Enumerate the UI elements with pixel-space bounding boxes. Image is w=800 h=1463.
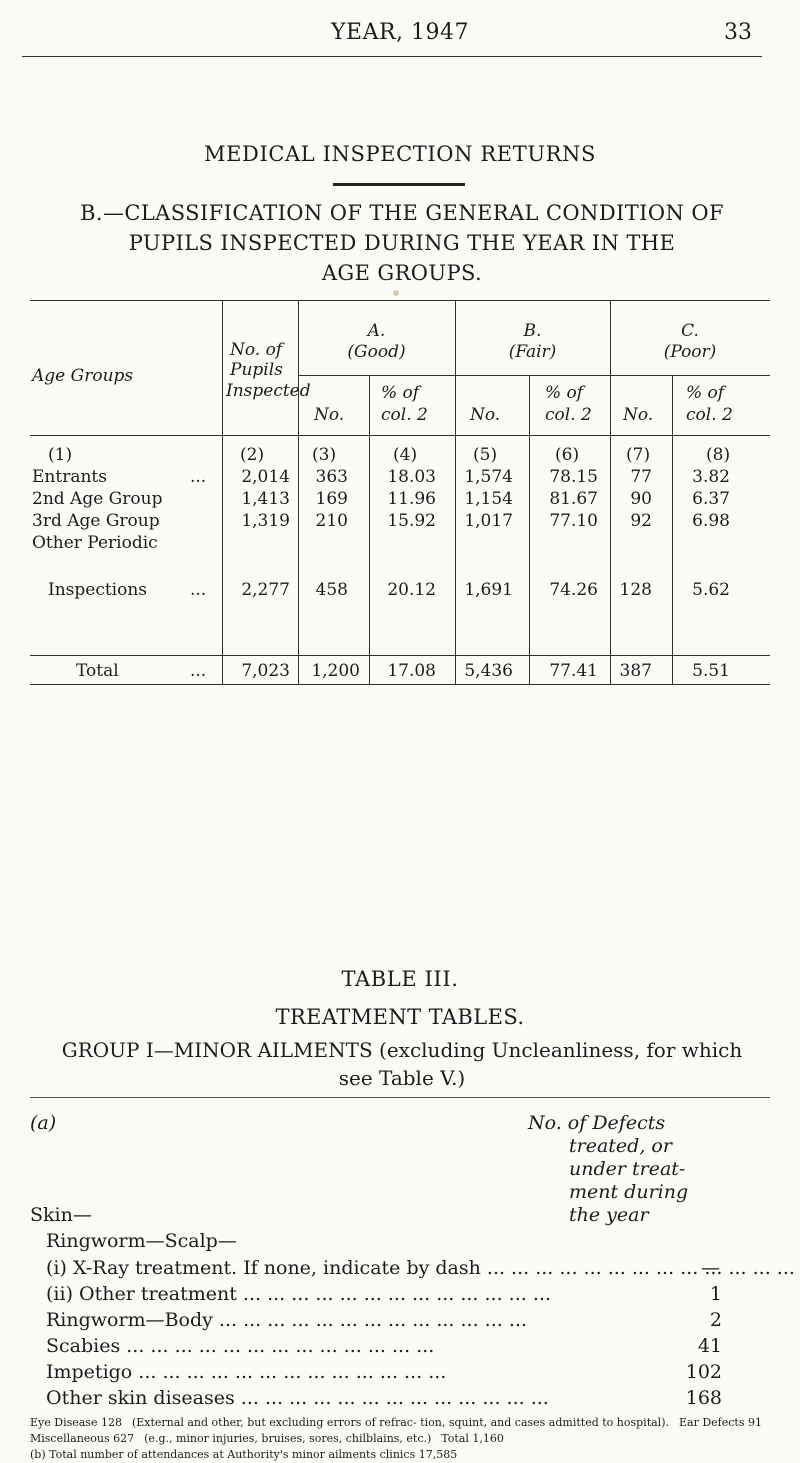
item-label: Ringworm—Body ... . [46, 1309, 696, 1331]
total-label-dots: ... [190, 661, 207, 681]
item-value: 1 [709, 1283, 722, 1305]
table-top-rule [30, 300, 770, 301]
item-value: 102 [685, 1361, 722, 1383]
item-label: Total [441, 1432, 469, 1445]
item-value: 627 [113, 1432, 135, 1445]
c-no-value: 92 [630, 511, 652, 531]
total-inspected: 7,023 [241, 661, 290, 681]
group-heading [22, 1036, 782, 1092]
header-b-pct-1: % of [545, 383, 584, 403]
list-item [679, 1415, 762, 1431]
item-value: 41 [697, 1335, 722, 1357]
header-c-poor: (Poor) [663, 342, 717, 362]
list-item [46, 1361, 770, 1387]
row-label: 3rd Age Group [32, 511, 160, 531]
header-b: B. [523, 321, 542, 341]
header-a-pct-2: col. 2 [381, 405, 428, 425]
total-a-no: 1,200 [311, 661, 360, 681]
total-a-pct: 17.08 [387, 661, 436, 681]
col-number: (2) [240, 445, 265, 465]
column-header-line: No. of Defects [528, 1112, 666, 1134]
column-header-line: under treat- [569, 1158, 686, 1180]
col-number: (1) [48, 445, 73, 465]
b-pct-value: 81.67 [549, 489, 598, 509]
section-b-title-line2: PUPILS INSPECTED DURING THE YEAR IN THE [128, 231, 676, 255]
item-label: Miscellaneous [30, 1432, 110, 1445]
skin-heading: Skin— [30, 1204, 92, 1226]
header-c-pct-1: % of [686, 383, 725, 403]
section-b-title-line3: AGE GROUPS. [321, 261, 483, 285]
item-label: Eye Disease [30, 1416, 98, 1429]
group-heading-line1: GROUP I—MINOR AILMENTS (excluding Uncleanliness, for which [61, 1038, 743, 1062]
c-pct-value: 5.62 [692, 580, 730, 600]
row-label: 2nd Age Group [32, 489, 163, 509]
total-c-pct: 5.51 [692, 661, 730, 681]
item-value: 128 [100, 1416, 122, 1429]
c-no-value: 77 [630, 467, 652, 487]
total-c-no: 387 [619, 661, 652, 681]
c-pct-value: 6.37 [692, 489, 730, 509]
item-value: 168 [685, 1387, 722, 1409]
inspected-value: 2,014 [241, 467, 290, 487]
header-no-of: No. of [230, 340, 283, 360]
running-header: YEAR, 1947 [330, 20, 469, 45]
total-label: Total [76, 661, 119, 681]
b-pct-value: 77.10 [549, 511, 598, 531]
header-a: A. [367, 321, 386, 341]
header-b-pct-2: col. 2 [545, 405, 592, 425]
col-number: (8) [706, 445, 731, 465]
eye-note: (External and other, but excluding errors of refrac- tion, squint, and cases admitted to hospital). [131, 1416, 669, 1429]
table-iii-title: TABLE III. [341, 967, 459, 991]
c-pct-value: 3.82 [692, 467, 730, 487]
b-no-value: 1,017 [464, 511, 513, 531]
group-heading-line2: see Table V.) [338, 1066, 466, 1090]
b-no-value: 1,574 [464, 467, 513, 487]
b-pct-value: 74.26 [549, 580, 598, 600]
list-item [46, 1257, 770, 1283]
column-header [528, 1112, 778, 1227]
part-a-label: (a) [30, 1112, 57, 1134]
c-no-value: 90 [630, 489, 652, 509]
table-bottom-rule [30, 684, 770, 685]
a-pct-value: 11.96 [387, 489, 436, 509]
header-b-no: No. [470, 405, 501, 425]
remaining-items [30, 1415, 770, 1461]
page-number: 33 [724, 20, 752, 45]
list-item [46, 1283, 770, 1309]
col-number: (4) [393, 445, 418, 465]
header-c-no: No. [623, 405, 654, 425]
header-a-pct-1: % of [381, 383, 420, 403]
row-label-line1: Other Periodic [32, 533, 158, 553]
inspected-value: 1,413 [241, 489, 290, 509]
column-header-line: ment during [569, 1181, 689, 1203]
main-title: MEDICAL INSPECTION RETURNS [204, 142, 596, 166]
column-header-line: the year [569, 1204, 649, 1226]
list-item [30, 1415, 122, 1431]
header-pupils: Pupils [230, 360, 283, 380]
col-number: (5) [473, 445, 498, 465]
col-number: (6) [555, 445, 580, 465]
item-label: (ii) Other treatment ... . [46, 1283, 696, 1305]
a-no-value: 169 [315, 489, 348, 509]
list-item [46, 1335, 770, 1361]
section-b-title-line1: B.—CLASSIFICATION OF THE GENERAL CONDITION OF [80, 201, 724, 225]
col-number: (7) [626, 445, 651, 465]
col-number: (3) [312, 445, 337, 465]
b-no-value: 1,154 [464, 489, 513, 509]
total-b-no: 5,436 [464, 661, 513, 681]
table-iii-subtitle: TREATMENT TABLES. [275, 1005, 525, 1029]
b-pct-value: 78.15 [549, 467, 598, 487]
header-a-good: (Good) [347, 342, 406, 362]
item-label: Ear Defects [678, 1416, 745, 1429]
header-c: C. [681, 321, 699, 341]
c-pct-value: 6.98 [692, 511, 730, 531]
header-b-fair: (Fair) [508, 342, 557, 362]
a-no-value: 210 [315, 511, 348, 531]
row-label: Entrants [32, 467, 107, 487]
item-label: Other skin diseases ... . [46, 1387, 696, 1409]
list-item [30, 1431, 134, 1447]
total-top-rule [30, 655, 770, 656]
item-value: — [701, 1257, 720, 1279]
item-value: 2 [709, 1309, 722, 1331]
b-no-value: 1,691 [464, 580, 513, 600]
header-c-pct-2: col. 2 [686, 405, 733, 425]
header-inspected: Inspected [226, 381, 311, 401]
header-age-groups: Age Groups [32, 366, 134, 386]
item-label: (i) X-Ray treatment. If none, indicate by dash ... . [46, 1257, 696, 1279]
list-item [441, 1431, 504, 1447]
item-label: Scabies ... . [46, 1335, 696, 1357]
c-no-value: 128 [619, 580, 652, 600]
a-no-value: 458 [315, 580, 348, 600]
col-divider [222, 300, 223, 684]
part-b: (b) Total number of attendances at Authority's minor ailments clinics 17,585 [30, 1448, 458, 1461]
item-value: 1,160 [472, 1432, 504, 1445]
a-pct-value: 20.12 [387, 580, 436, 600]
header-bottom-rule [30, 435, 770, 436]
table-iii-top-rule [30, 1097, 770, 1098]
inspected-value: 2,277 [241, 580, 290, 600]
header-a-no: No. [314, 405, 345, 425]
column-header-line: treated, or [569, 1135, 672, 1157]
inspected-value: 1,319 [241, 511, 290, 531]
row-label: Inspections [48, 580, 148, 600]
a-pct-value: 18.03 [387, 467, 436, 487]
a-no-value: 363 [315, 467, 348, 487]
a-pct-value: 15.92 [387, 511, 436, 531]
col-divider [672, 375, 673, 684]
row-label-dots: ... [190, 580, 207, 600]
list-item [46, 1387, 770, 1413]
total-b-pct: 77.41 [549, 661, 598, 681]
misc-note: (e.g., minor injuries, bruises, sores, chilblains, etc.) [144, 1432, 432, 1445]
list-item [46, 1309, 770, 1335]
row-label-dots: ... [190, 467, 207, 487]
ringworm-scalp-heading: Ringworm—Scalp— [46, 1230, 237, 1252]
part-b-value: 17,585 [418, 1448, 458, 1461]
item-value: 91 [747, 1416, 762, 1429]
item-label: Impetigo ... . [46, 1361, 696, 1383]
